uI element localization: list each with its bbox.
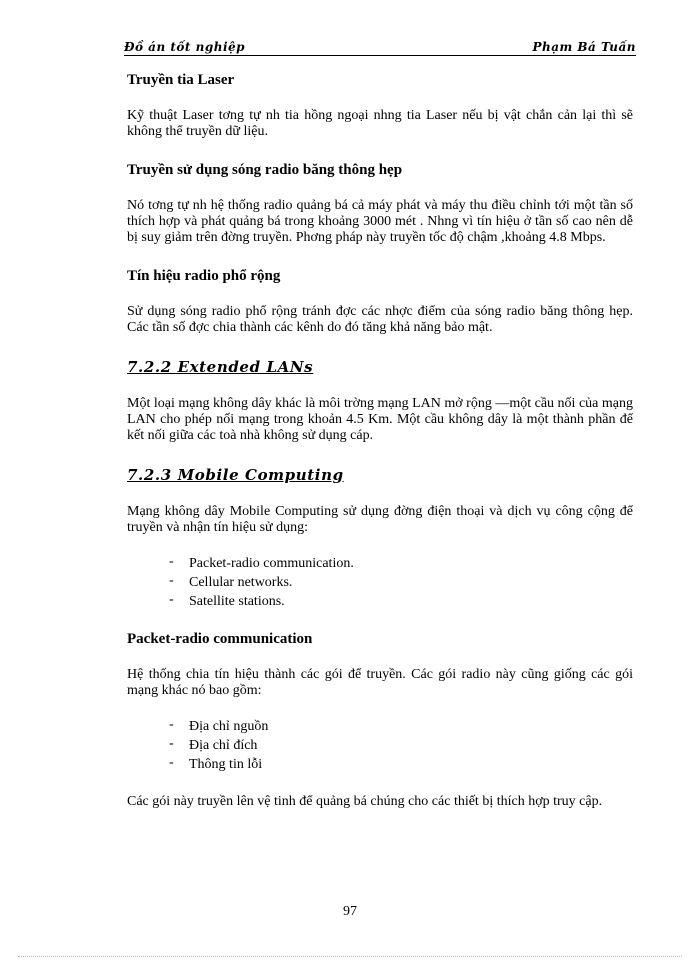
paragraph-extended-lans: Một loại mạng không dây khác là môi trờng mạng LAN mở rộng —một cầu nối của mạng LAN cho phép nối mạng trong khoản 4.5 Km. Một cầu không dây là một thành phần để kết nối giữa các toà nhà không sử dụng cáp. bbox=[127, 396, 633, 443]
bullet-dash-icon: - bbox=[169, 736, 174, 751]
header-left-title: Đồ án tốt nghiệp bbox=[124, 40, 246, 54]
list-item: - Packet-radio communication. bbox=[169, 554, 354, 571]
paragraph-spread-spectrum: Sử dụng sóng radio phổ rộng tránh đợc các nhợc điểm của sóng radio băng thông hẹp. Các tần số đợc chia thành các kênh do đó tăng khả năng bảo mật. bbox=[127, 304, 633, 335]
bullet-dash-icon: - bbox=[169, 717, 174, 732]
bullet-dash-icon: - bbox=[169, 554, 174, 569]
page-bottom-divider bbox=[18, 956, 682, 957]
header-author: Phạm Bá Tuấn bbox=[532, 40, 636, 54]
list-item: - Cellular networks. bbox=[169, 573, 293, 590]
bullet-dash-icon: - bbox=[169, 755, 174, 770]
page-number: 97 bbox=[343, 904, 357, 919]
paragraph-packet-closing: Các gói này truyền lên vệ tinh để quảng bá chúng cho các thiết bị thích hợp truy cập. bbox=[127, 794, 603, 809]
mobile-computing-list bbox=[127, 554, 633, 611]
heading-laser: Truyền tia Laser bbox=[127, 72, 235, 88]
paragraph-mobile-computing: Mạng không dây Mobile Computing sử dụng đờng điện thoại và dịch vụ công cộng để truyền và nhận tín hiệu sử dụng: bbox=[127, 504, 633, 535]
list-item: - Địa chỉ nguồn bbox=[169, 717, 269, 734]
header-rule bbox=[124, 55, 636, 56]
heading-spread-spectrum: Tín hiệu radio phổ rộng bbox=[127, 268, 281, 284]
heading-narrowband: Truyền sử dụng sóng radio băng thông hẹp bbox=[127, 162, 403, 178]
bullet-dash-icon: - bbox=[169, 592, 174, 607]
paragraph-laser: Kỹ thuật Laser tơng tự nh tia hồng ngoại nhng tia Laser nếu bị vật chắn cản lại thì sẽ không thể truyền dữ liệu. bbox=[127, 108, 633, 139]
list-item: - Địa chỉ đích bbox=[169, 736, 258, 753]
page-content bbox=[127, 70, 633, 810]
packet-fields-list bbox=[127, 717, 633, 774]
paragraph-narrowband: Nó tơng tự nh hệ thống radio quảng bá cả máy phát và máy thu điều chỉnh tới một tần số thích hợp và phát quảng bá trong khoảng 3000 mét . Nhng vì tín hiệu ở tần số cao nên dễ bị suy giảm trên đờng truyền. Phơng pháp này truyền tốc độ chậm ,khoảng 4.8 Mbps. bbox=[127, 198, 633, 245]
paragraph-packet-radio: Hệ thống chia tín hiệu thành các gói để truyền. Các gói radio này cũng giống các gói mạng khác nó bao gồm: bbox=[127, 667, 633, 698]
list-item: - Thông tin lỗi bbox=[169, 755, 263, 772]
heading-extended-lans: 7.2.2 Extended LANs bbox=[127, 358, 314, 376]
heading-packet-radio: Packet-radio communication bbox=[127, 631, 313, 647]
bullet-dash-icon: - bbox=[169, 573, 174, 588]
heading-mobile-computing: 7.2.3 Mobile Computing bbox=[127, 466, 344, 484]
list-item: - Satellite stations. bbox=[169, 592, 285, 609]
